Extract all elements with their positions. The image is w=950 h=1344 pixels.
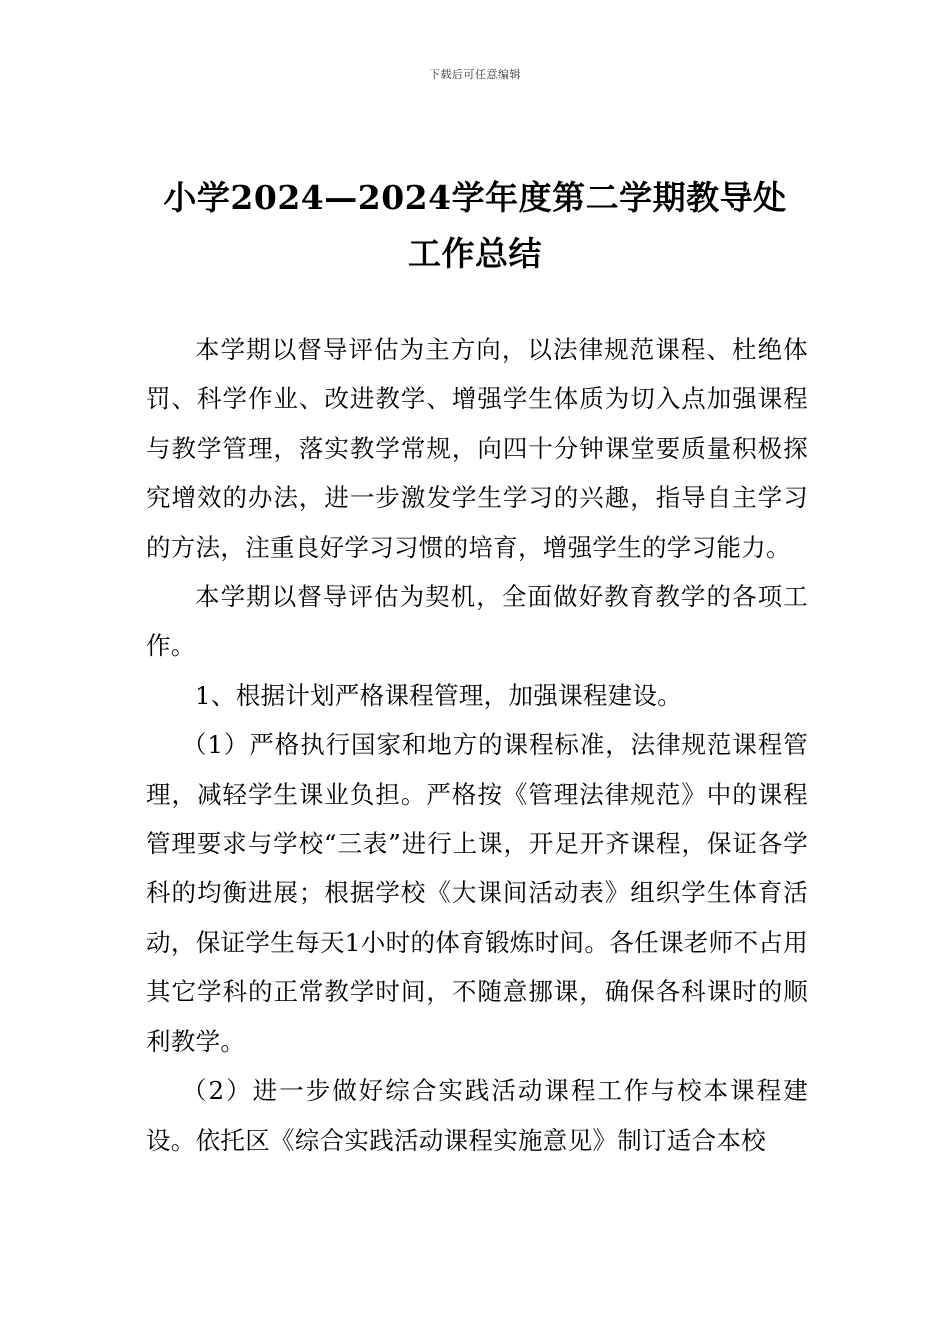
paragraph-item-2: （2）进一步做好综合实践活动课程工作与校本课程建设。依托区《综合实践活动课程实施意见》制订适合本校 xyxy=(146,1076,808,1155)
paragraph-item-1: （1）严格执行国家和地方的课程标准，法律规范课程管理，减轻学生课业负担。严格按《管理法律规范》中的课程管理要求与学校“三表”进行上课，开足开齐课程，保证各学科的均衡进展；根据学校《大课间活动表》组织学生体育活动，保证学生每天1小时的体育锻炼时间。各任课老师不占用其它学科的正常教学时间，不随意挪课，确保各科课时的顺利教学。 xyxy=(146,730,808,1056)
document-body xyxy=(146,325,808,1165)
document-title xyxy=(130,170,820,282)
section-heading-1: 1、根据计划严格课程管理，加强课程建设。 xyxy=(195,680,683,710)
paragraph-intro: 本学期以督导评估为主方向，以法律规范课程、杜绝体罚、科学作业、改进教学、增强学生体质为切入点加强课程与教学管理，落实教学常规，向四十分钟课堂要质量积极探究增效的办法，进一步激发学生学习的兴趣，指导自主学习的方法，注重良好学习习惯的培育，增强学生的学习能力。 xyxy=(146,335,808,562)
paragraph-overview: 本学期以督导评估为契机，全面做好教育教学的各项工作。 xyxy=(146,582,808,661)
header-note: 下载后可任意编辑 xyxy=(429,68,521,81)
title-line-2: 工作总结 xyxy=(408,234,542,273)
title-line-1: 小学2024—2024学年度第二学期教导处 xyxy=(163,178,787,217)
